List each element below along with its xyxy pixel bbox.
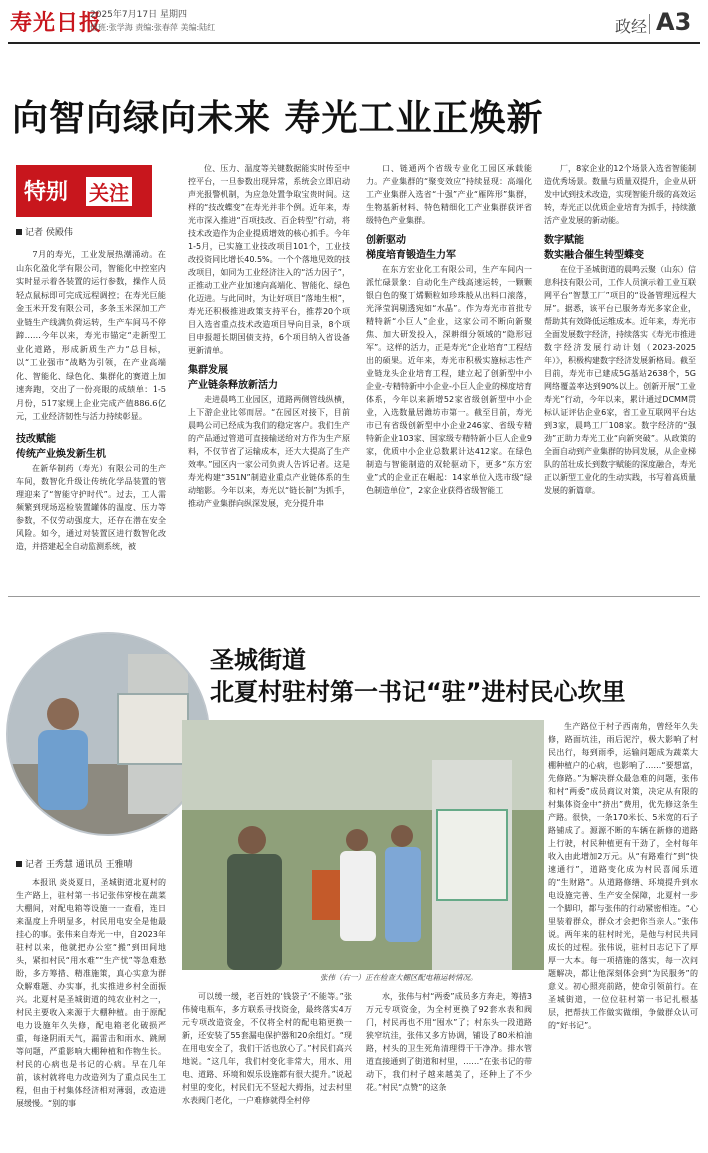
masthead-rule [8, 42, 700, 44]
badge-sub-text: 关注 [86, 177, 132, 206]
story1-col2b-text: 走进晨鸣工业园区，道路两侧管线纵横，上下游企业比邻而居。“在园区对接下，目前晨鸣公司已经成为我们的稳定客户。我们生产的产品通过管道可直接输送给对方作为生产原料，不仅节省了运输成本，还大大提高了生产效率。”园区内一家公司负责人告诉记者。这是寿光构建“351N”制造业重点产业链体系的生动缩影。今年以来，寿光以“链长制”为抓手，推动产业集群向纵深发展，充分提升串 [188, 395, 350, 508]
section2-title: 集群发展 [188, 365, 228, 376]
section2-subtitle: 产业链条释放新活力 [188, 380, 278, 391]
story2-title-line1: 圣城街道 [210, 646, 306, 674]
story1-byline [16, 225, 73, 238]
byline-square-icon [16, 861, 22, 867]
editor-credits: 值班:张学海 责编:张春萍 美编:陆红 [90, 23, 216, 32]
story1-column-4 [544, 162, 696, 586]
section4-subtitle: 数实融合催生转型蝶变 [544, 250, 644, 261]
masthead-divider [649, 14, 650, 34]
newspaper-logo: 寿光日报 [10, 10, 103, 36]
byline-square-icon [16, 229, 22, 235]
story1-col4b-text: 在位于圣城街道的晨鸣云聚（山东）信息科技有限公司，工作人员演示着工业互联网平台“智慧工厂”项目的“设备管理远程大屏”。据悉，该平台已服务寿光多家企业，帮助其有效降低运维成本。近年来，寿光市全面发展数字经济，持续落实《寿光市推进数字经济发展行动计划（2023-2025年）》，积极构建数字经济发展新格局。截至目前，寿光市已建成5G基站2638个，5G网络覆盖率达到90%以上。创新开展“工业寿光”行动，今年以来，累计通过DCMM贯标认证评估企业6家，省工业互联网平台达到3家，晨鸣工厂108家。数字经济的“强劲”正助力寿光工业“向新突破”。从政策的全面自动到产业集群的协同发展，从企业梯队的茁壮成长到数字赋能的深度融合，寿光正以新型工业化的生动实践，书写着高质量发展的新篇章。 [544, 265, 696, 495]
story2-byline [16, 857, 133, 870]
story2-title-line2: 北夏村驻村第一书记“驻”进村民心坎里 [210, 678, 626, 706]
section-name: 政经 [615, 17, 648, 36]
story1-col3-text: 口、链通两个省级专业化工园区承载能力。产业集群的“聚变效应”持续显现：高端化工产业集群入选省“十强”产业“雁阵形”集群，生物基新材料、特色精细化工产业集群获评省级特色产业集群。 [366, 164, 532, 225]
badge-main-text: 特别 [24, 180, 69, 205]
story1-col3b-text: 在东方宏业化工有限公司，生产车间内一派忙碌景象：自动化生产线高速运转，一颗颗银白色的聚丁烯颗粒如珍珠般从出料口滚落，光泽莹润剔透宛如“水晶”。作为寿光市首批专精特新“小巨人”企业，这家公司不断向新聚焦、加大研发投入，深耕细分领域的“隐形冠军”。这样的活力，正是寿光“企业培育”工程结出的硕果。近年来，寿光市积极实施标志性产业链龙头企业培育工程，建立起了创新型中小企业-专精特新中小企业-小巨人企业的梯度培育体系，今年以来新增52家省级创新型中小企业，入选数量居潍坊市第一。截至目前，寿光市已有省级创新型中小企业246家、省级专精特新企业103家、国家级专精特新小巨人企业9家，优质中小企业总数累计达412家。在绿色制造与智能制造的双轮驱动下，更多“东方宏业”式的企业正在崛起：14家单位入选市级“绿色制造单位”，2家企业获得省级智能工 [366, 265, 532, 495]
story1-col4-text: 厂，8家企业的12个场景入选省智能制造优秀场景。数量与质量双提升，企业从研发中试到技术改造，实现智能升级的高效运转，寿光正以优质企业培育为抓手，持续激活产业发展的新动能。 [544, 164, 696, 225]
portrait-photo [6, 632, 210, 836]
section1-subtitle: 传统产业焕发新生机 [16, 448, 106, 460]
section1-title: 技改赋能 [16, 433, 56, 445]
section3-title: 创新驱动 [366, 235, 406, 246]
portrait-illustration [8, 634, 208, 834]
issue-date: 2025年7月17日 星期四 [90, 10, 187, 20]
story2-col3-text: 水，张伟与村“两委”成员多方奔走，筹措3万元专项资金，为全村更换了92套水表和阀门，村民再也不用“囤水”了；村东头一段道路狭窄坑洼，张伟又多方协调，铺设了80米柏油路，村头的卫生死角清理得干干净净。排水管道直接通到了街道和村里，……“在张书记的带动下，我们村子越来越美了，还种上了不少花。”村民“点赞”的这条 [366, 992, 532, 1092]
main-headline: 向智向绿向未来 寿光工业正焕新 [12, 98, 544, 139]
story2-col2-text: 可以缓一缓，老百姓的‘钱袋子’不能等。”张伟骑电瓶车，多方联系寻找资金，最终落实4万元专项改造资金，不仅将全村的配电箱更换一新，还安装了55套漏电保护器和20余组灯。“现在用电安全了，我们干活也放心了。”村民们高兴地说。“这几年，我们村变化非常大，用水、用电、道路、环境和娱乐设施都有很大提升。”说起村里的变化，村民们无不竖起大拇指，过去村里水表阀门老化，一户难修就得全村停 [182, 992, 352, 1105]
masthead [0, 0, 708, 46]
section4-title: 数字赋能 [544, 235, 584, 246]
story2-column-2 [182, 990, 352, 1148]
story1-lead: 7月的寿光，工业发展热潮涌动。在山东化盈化学有限公司，智能化中控室内实时显示着各装置的运行参数，操作人员轻点鼠标即可完成远程调控；在寿光巨能金玉米开发有限公司，多条玉米深加工产业链生产线满负荷运转，生产车间马不停蹄……今年以来，寿光市锚定“走新型工业化道路，形成新质生产力”总目标，以“工业强市”战略为引领，在产业高端化、智能化、绿色化、集群化的赛道上加速奔跑，交出了一份亮眼的成绩单：1-5月份，517家规上企业完成产值886.6亿元，工业经济韧性与活力持续彰显。 [16, 249, 166, 421]
field-photo [182, 720, 544, 970]
story2-column-3 [366, 990, 532, 1148]
story-divider [8, 596, 700, 597]
page-number: A3 [656, 8, 692, 36]
story1-column-3 [366, 162, 532, 586]
story1-col2-text: 位、压力、温度等关键数据能实时传至中控平台，一旦参数出现异常，系统会立即启动声光报警机制，为应急处置争取宝贵时间。这样的“技改蝶变”在寿光并非个例。近年来，寿光市深入推进“百项技改、百企转型”行动，将技术改造作为企业提质增效的核心抓手。今年1-5月，已实施工业技改项目101个，工业技改投资同比增长40.5%。一个个落地见效的技改项目，如同为工业经济注入的“活力因子”，正推动工业产业加速向高端化、智能化、绿色化迈进。与此同时，为让好项目“落地生根”，寿光还积极推进政策支持平台，推荐20个项目入选省重点技术改造项目导向目录，8个项目申报超长期国债支持，6个项目纳入省设备更新清单。 [188, 164, 350, 355]
story2-col4-text: 生产路位于村子西南角，曾经年久失修，路面坑洼，雨后泥泞，极大影响了村民出行，每到雨季，运输问题成为蔬菜大棚种植户的心病，也影响了……“要想富，先修路。”为解决群众最急难的问题，张伟和村“两委”成员商议对策，决定从有限的村集体资金中“挤出”费用，优先修这条生产路。很快，一条170米长、5米宽的石子路铺成了。源源不断的车辆在新修的道路上行驶，村民种植更有干劲了，全村每年收入由此增加2万元。从“有路难行”到“快速通行”，道路变化成为村民喜闻乐道的“生财路”。从道路修缮、环境提升到水电设施完善、生产安全保障，北夏村一步一个脚印，都与张伟的行动紧密相连。“心里装着群众，群众才会把你当亲人。”张伟说。两年来的驻村时光，是他与村民共同成长的过程。张伟说，驻村日志记下了厚厚一大本。每一项措施的落实，每一次问题解决，都让他深刻体会到“为民服务”的意义。初心照亮前路，使命引领前行。在圣城街道，一位位驻村第一书记扎根基层，把帮扶工作做实做细，争做群众认可的“好书记”。 [548, 722, 698, 1030]
special-focus-badge [16, 165, 152, 217]
story1-column-1 [16, 248, 166, 586]
section3-subtitle: 梯度培育锻造生力军 [366, 250, 456, 261]
story2-column-4 [548, 720, 698, 1148]
story1-byline-text: 记者 侯殿伟 [25, 228, 73, 238]
story2-byline-text: 记者 王秀慧 通讯员 王雅晴 [25, 860, 133, 870]
field-photo-illustration [182, 720, 544, 970]
story2-column-1 [16, 876, 166, 1148]
story1-column-2 [188, 162, 350, 586]
story1-col1-text: 在新华制药（寿光）有限公司的生产车间，数智化升级让传统化学品装置的管理迎来了“智能守护时代”。过去，工人需频繁到现场巡检装置罐体的温度、压力等参数，不仅劳动强度大，还存在潜在安全风险。如今，通过对装置区进行数智化改造，并搭建起全自动监测系统，被 [16, 463, 166, 551]
story2-col1-text: 本报讯 炎炎夏日，圣城街道北夏村的生产路上，驻村第一书记张伟穿梭在蔬菜大棚间，对配电箱等设施一一查看，连日来温度上升明显多，村民用电安全是他最挂心的事。张伟来自寿光一中，自2023年驻村以来，他就把办公室“搬”到田间地头，紧扣村民“用水难”“生产忧”等急难愁盼，多方筹措、精准施策，真心实意为群众解难题、办实事，扎实推进乡村全面振兴。北夏村是圣城街道的纯农业村之一，村民主要收入来源于大棚种植。由于原配电力设施年久失修，配电箱老化破损严重，每逢阴雨天气，漏雷击和雨水、跳闸等问题，严重影响大棚种植和作物生长。村民的心病也是书记的心病。早在几年前，该村就将电力改造列为了重点民生工程，但由于村集体经济相对薄弱，改造进展缓慢。“别的事 [16, 878, 166, 1108]
photo-caption: 张伟（右一）正在检查大棚区配电箱运转情况。 [320, 973, 478, 982]
